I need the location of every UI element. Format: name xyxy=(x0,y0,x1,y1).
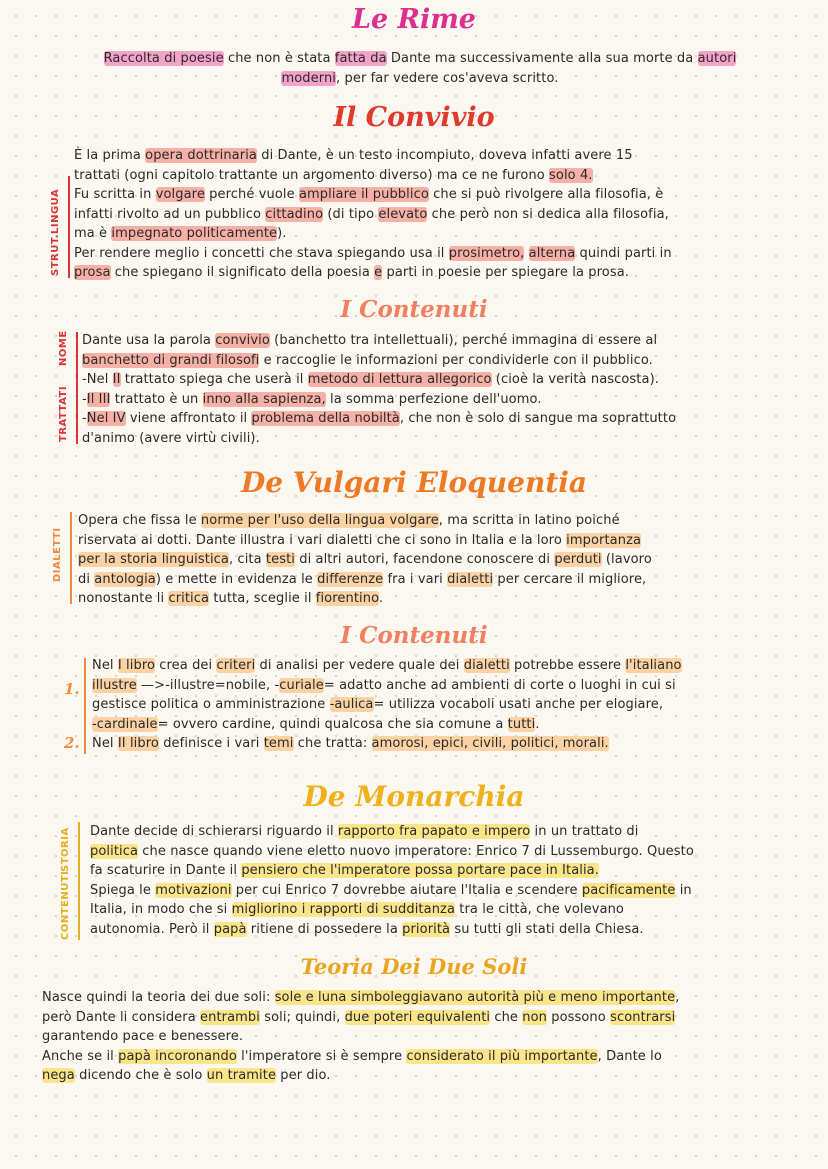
side-label-struttura: STRUT. xyxy=(50,234,61,276)
rime-paragraph: Raccolta di poesie che non è stata fatta da Dante ma successivamente alla sua morte da autori moderni, per far vedere cos'aveva scritto. xyxy=(103,51,737,86)
side-label-storia: STORIA xyxy=(60,827,71,872)
soli-title: Teoria Dei Due Soli xyxy=(300,954,528,979)
side-label-dialetti: DIALETTI xyxy=(52,527,63,582)
number-2: 2. xyxy=(64,734,80,752)
contenuti2-title: I Contenuti xyxy=(340,622,488,649)
side-label-contenuti: CONTENUTI xyxy=(60,870,71,940)
monarchia-bracket xyxy=(78,822,80,940)
soli-paragraph: Nasce quindi la teoria dei due soli: sole e luna simboleggiavano autorità più e meno importante, però Dante li considera entrambi soli; quindi, due poteri equivalenti che non possono scontrarsi garantendo pace e benessere. Anche se il papà incoronando l'imperatore si è sempre considerato il più importante, Dante lo nega dicendo che è solo un tramite per dio. xyxy=(42,990,680,1083)
side-label-trattati: TRATTATI xyxy=(58,385,69,442)
vulgari-paragraph: Opera che fissa le norme per l'uso della lingua volgare, ma scritta in latino poiché riservata ai dotti. Dante illustra i vari dialetti che ci sono in Italia e la loro importanza per la storia linguistica, cita testi di altri autori, facendone conoscere di perduti (lavoro di antologia) e mette in evidenza le differenze fra i vari dialetti per cercare il migliore, nonostante li critica tutta, sceglie il fiorentino. xyxy=(78,513,652,606)
convivio-bracket xyxy=(68,176,70,278)
contenuti1-title: I Contenuti xyxy=(340,296,488,323)
contenuti2-bracket xyxy=(84,658,86,754)
convivio-paragraph: È la prima opera dottrinaria di Dante, è un testo incompiuto, doveva infatti avere 15 trattati (ogni capitolo trattante un argomento diverso) ma ce ne furono solo 4. Fu scritta in volgare perché vuole ampliare il pubblico che si può rivolgere alla filosofia, è infatti rivolto ad un pubblico cittadino (di tipo elevato che però non si dedica alla filosofia, ma è impegnato politicamente). Per rendere meglio i concetti che stava spiegando usa il prosimetro, alterna quindi parti in prosa che spiegano il significato della poesia e parti in poesie per spiegare la prosa. xyxy=(74,148,672,280)
monarchia-title: De Monarchia xyxy=(303,780,525,813)
contenuti2-paragraph: Nel I libro crea dei criteri di analisi per vedere quale dei dialetti potrebbe essere l'italiano illustre —>-illustre=nobile, -curiale= adatto anche ad ambienti di corte o luoghi in cui si gestisce politica o amministrazione -aulica= utilizza vocaboli usati anche per elogiare, -cardinale= ovvero cardine, quindi qualcosa che sia comune a tutti. Nel II libro definisce i vari temi che tratta: amorosi, epici, civili, politici, morali. xyxy=(92,658,682,751)
monarchia-paragraph: Dante decide di schierarsi riguardo il rapporto fra papato e impero in un trattato di politica che nasce quando viene eletto nuovo imperatore: Enrico 7 di Lussemburgo. Questo fa scaturire in Dante il pensiero che l'imperatore possa portare pace in Italia. Spiega le motivazioni per cui Enrico 7 dovrebbe aiutare l'Italia e scendere pacificamente in Italia, in modo che si migliorino i rapporti di sudditanza tra le città, che volevano autonomia. Però il papà ritiene di possedere la priorità su tutti gli stati della Chiesa. xyxy=(90,824,694,937)
rime-title: Le Rime xyxy=(351,4,476,35)
side-label-nome: NOME xyxy=(58,330,69,366)
contenuti1-bracket xyxy=(76,332,78,444)
vulgari-bracket xyxy=(70,512,72,604)
side-label-lingua: LINGUA xyxy=(50,188,61,234)
convivio-title: Il Convivio xyxy=(333,102,495,133)
vulgari-title: De Vulgari Eloquentia xyxy=(240,466,588,499)
number-1: 1. xyxy=(64,680,80,698)
contenuti1-paragraph: Dante usa la parola convivio (banchetto tra intellettuali), perché immagina di essere al banchetto di grandi filosofi e raccoglie le informazioni per condividerle con il pubblico. -Nel II trattato spiega che userà il metodo di lettura allegorico (cioè la verità nascosta). -Il III trattato è un inno alla sapienza, la somma perfezione dell'uomo. -Nel IV viene affrontato il problema della nobiltà, che non è solo di sangue ma soprattutto d'animo (avere virtù civili). xyxy=(82,333,677,446)
